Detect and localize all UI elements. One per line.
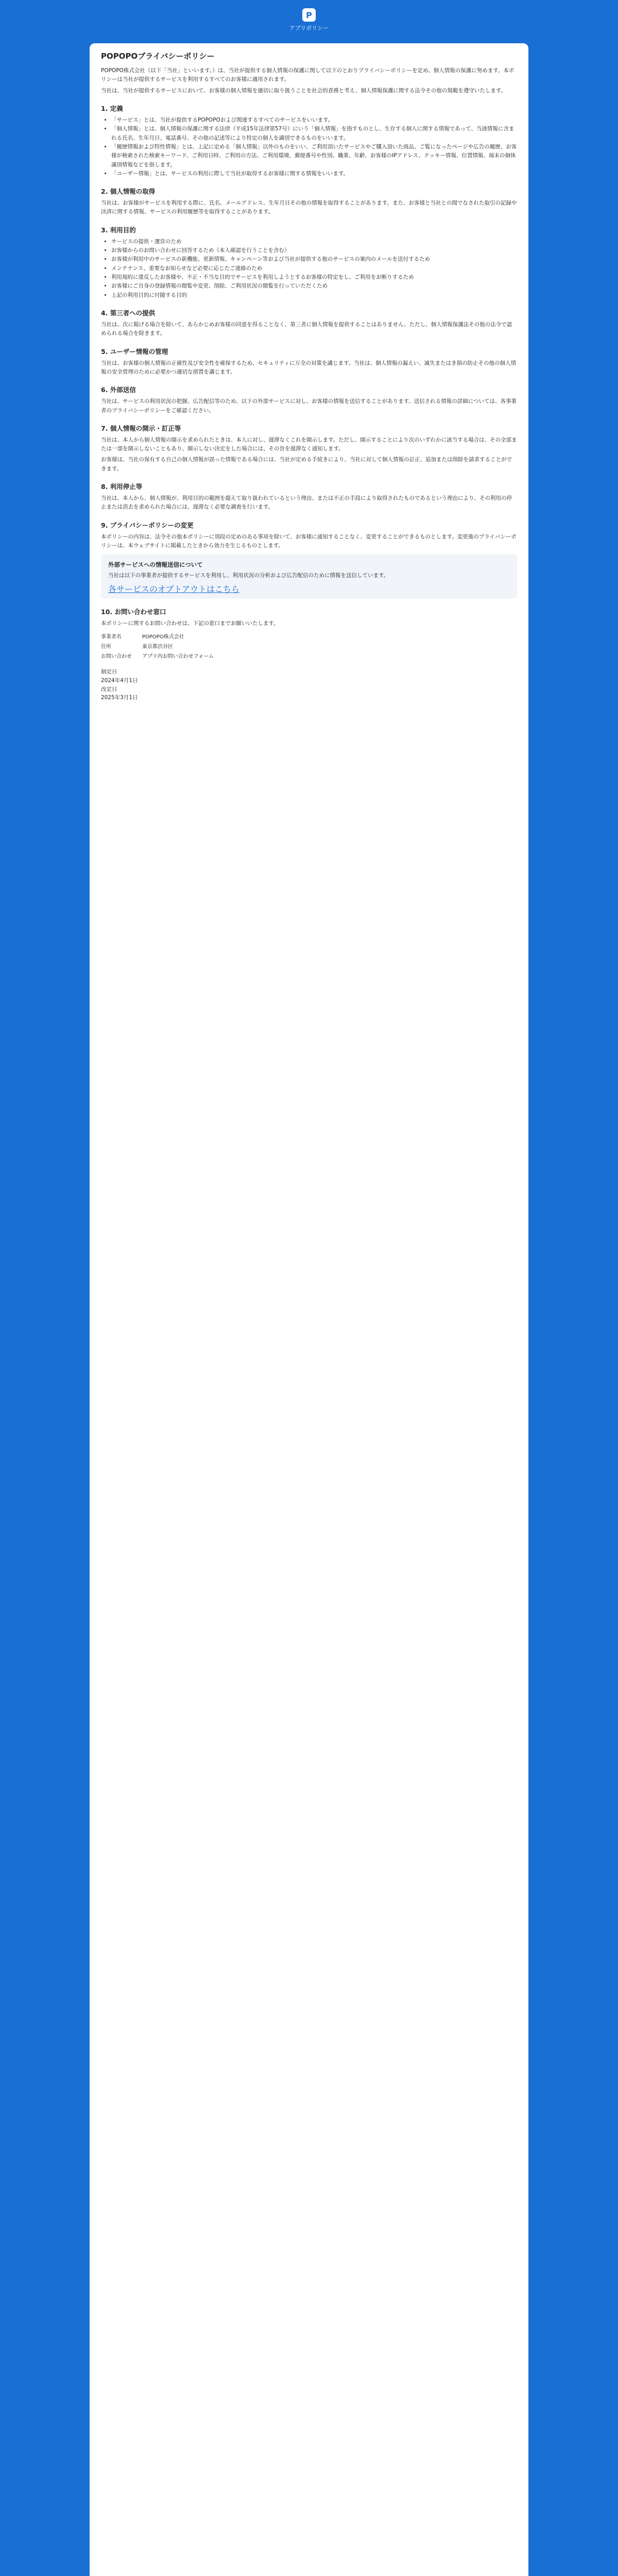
list-item: • 「履歴情報および特性情報」とは、上記に定める「個人情報」以外のものをいい、ご利用頂いたサービスやご購入頂いた商品、ご覧になったページや広告の履歴、お客様が検索された検索キーワード、ご利用日時、ご利用の方法、ご利用環境、郵便番号や性別、職業、年齢、お客様のIPアドレス、クッキー情報、位置情報、端末の個体識別情報などを指します。 [111,143,517,170]
section-heading: 2. 個人情報の取得 [101,188,156,196]
external-services-text: 当社は以下の事業者が提供するサービスを利用し、利用状況の分析および広告配信のために情報を送信しています。 [108,572,389,579]
section-heading: 8. 利用停止等 [101,483,143,491]
section-paragraph: 当社は、本人から、個人情報が、利用目的の範囲を超えて取り扱われているという理由、または不正の手段により取得されたものであるという理由により、その利用の停止または消去を求められた場合には、遅滞なく必要な調査を行います。 [101,495,512,511]
contact-value: 東京都渋谷区 [142,643,173,650]
list-item: • お客様が利用中のサービスの新機能、更新情報、キャンペーン等および当社が提供する他のサービスの案内のメールを送付するため [111,255,517,264]
section-list [101,116,517,178]
section-paragraph: 当社は、サービスの利用状況の把握、広告配信等のため、以下の外部サービスに対し、お客様の情報を送信することがあります。送信される情報の詳細については、各事業者のプライバシーポリシーをご確認ください。 [101,398,517,414]
section-paragraph: 当社は、次に掲げる場合を除いて、あらかじめお客様の同意を得ることなく、第三者に個人情報を提供することはありません。ただし、個人情報保護法その他の法令で認められる場合を除きます。 [101,321,512,337]
contact-text: 本ポリシーに関するお問い合わせは、下記の窓口までお願いいたします。 [101,620,279,626]
section-heading: 7. 個人情報の開示・訂正等 [101,424,181,432]
section-heading: 9. プライバシーポリシーの変更 [101,521,194,529]
list-item: • 上記の利用目的に付随する目的 [111,291,517,300]
list-item: • サービスの提供・運営のため [111,238,517,246]
app-logo: P [302,8,316,22]
table-row [101,651,224,660]
contact-key: 住所 [101,643,111,650]
intro-paragraph: POPOPO株式会社（以下「当社」といいます。）は、当社が提供する個人情報の保護に関して以下のとおりプライバシーポリシーを定め、個人情報の保護に努めます。本ポリシーは当社が提供するサービスを利用するすべてのお客様に適用されます。 [101,67,514,83]
list-item: • お客様にご自身の登録情報の閲覧や変更、削除、ご利用状況の閲覧を行っていただくため [111,282,517,291]
section-paragraph: 当社は、本人から個人情報の開示を求められたときは、本人に対し、遅滞なくこれを開示します。ただし、開示することにより次のいずれかに該当する場合は、その全部または一部を開示しないこともあり、開示しない決定をした場合には、その旨を遅滞なく通知します。 [101,436,517,452]
policy-title: POPOPOプライバシーポリシー [101,52,215,61]
date-line: 2024年4月1日 [101,677,138,684]
section-heading: 4. 第三者への提供 [101,309,156,317]
contact-key: 事業者名 [101,634,122,640]
table-row [101,641,224,651]
section-heading: 5. ユーザー情報の管理 [101,347,168,355]
intro-paragraph: 当社は、当社が提供するサービスにおいて、お客様の個人情報を適切に取り扱うことを社会的責務と考え、個人情報保護に関する法令その他の規範を遵守いたします。 [101,87,507,94]
table-row [101,631,224,641]
policy-sections [101,104,517,550]
policy-dates [101,668,517,702]
contact-value: アプリ内お問い合わせフォーム [142,653,214,659]
contact-value: POPOPO株式会社 [142,634,184,640]
list-item: • 「個人情報」とは、個人情報の保護に関する法律（平成15年法律第57号）にいう「個人情報」を指すものとし、生存する個人に関する情報であって、当該情報に含まれる氏名、生年月日、電話番号、その他の記述等により特定の個人を識別できるものをいいます。 [111,125,517,143]
section-paragraph: 本ポリシーの内容は、法令その他本ポリシーに別段の定めのある事項を除いて、お客様に通知することなく、変更することができるものとします。変更後のプライバシーポリシーは、本ウェブサイトに掲載したときから効力を生じるものとします。 [101,533,517,549]
list-item: • お客様からのお問い合わせに回答するため（本人確認を行うことを含む） [111,246,517,255]
contact-key: お問い合わせ [101,653,132,659]
list-item: • メンテナンス、重要なお知らせなど必要に応じたご連絡のため [111,264,517,273]
section-heading: 1. 定義 [101,104,123,112]
list-item: • 利用規約に違反したお客様や、不正・不当な目的でサービスを利用しようとするお客様の特定をし、ご利用をお断りするため [111,273,517,282]
contact-table [101,631,224,660]
external-services-box [101,554,517,598]
privacy-policy-card [90,43,528,2576]
section-list [101,238,517,300]
date-line: 制定日 [101,668,117,675]
section-paragraph: お客様は、当社の保有する自己の個人情報が誤った情報である場合には、当社が定める手続きにより、当社に対して個人情報の訂正、追加または削除を請求することができます。 [101,456,512,472]
list-item: • 「ユーザー情報」とは、サービスの利用に際して当社が取得するお客様に関する情報をいいます。 [111,170,517,178]
date-line: 2025年3月1日 [101,694,138,701]
section-heading: 6. 外部送信 [101,386,136,394]
app-header [0,0,618,40]
app-title: アプリポリシー [289,25,329,31]
policy-intro [101,66,517,95]
external-services-heading: 外部サービスへの情報送信について [108,561,203,569]
section-paragraph: 当社は、お客様の個人情報の正確性及び安全性を確保するため、セキュリティに万全の対策を講じます。当社は、個人情報の漏えい、滅失またはき損の防止その他の個人情報の安全管理のために必要かつ適切な措置を講じます。 [101,360,517,375]
date-line: 改定日 [101,686,117,692]
section-heading: 3. 利用目的 [101,226,136,234]
section-paragraph: 当社は、お客様がサービスを利用する際に、氏名、メールアドレス、生年月日その他の情報を取得することがあります。また、お客様と当社との間でなされた取引の記録や決済に関する情報、サービスの利用履歴等を取得することがあります。 [101,200,517,215]
contact-heading: 10. お問い合わせ窓口 [101,607,166,616]
list-item: • 「サービス」とは、当社が提供するPOPOPOおよび関連するすべてのサービスをいいます。 [111,116,517,125]
opt-out-link[interactable]: 各サービスのオプトアウトはこちら [108,584,240,594]
